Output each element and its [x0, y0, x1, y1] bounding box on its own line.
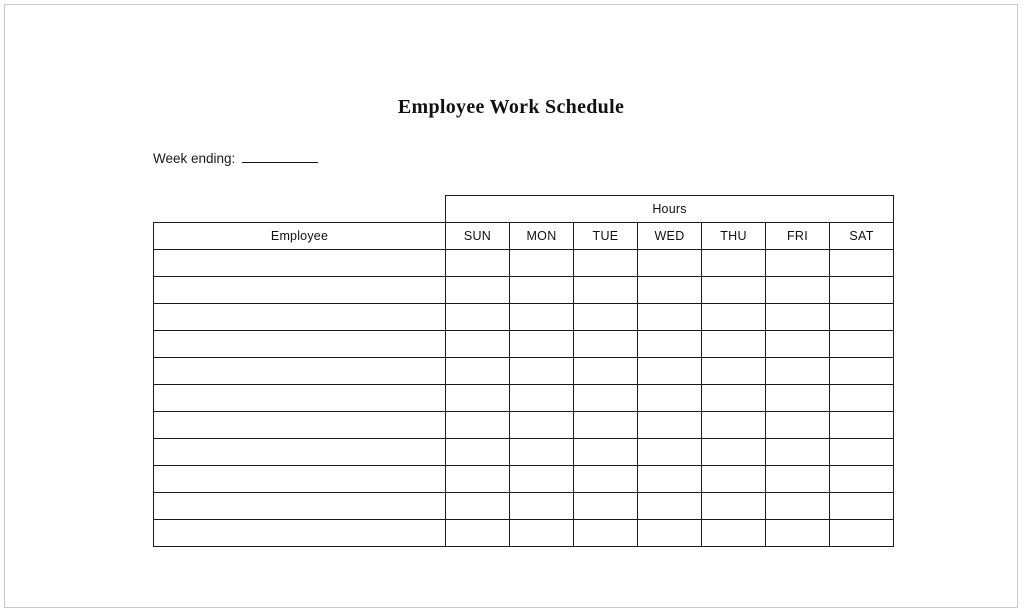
hours-cell-tue[interactable] — [574, 439, 638, 466]
hours-cell-wed[interactable] — [638, 412, 702, 439]
hours-cell-wed[interactable] — [638, 277, 702, 304]
hours-cell-thu[interactable] — [702, 520, 766, 547]
hours-cell-thu[interactable] — [702, 385, 766, 412]
hours-cell-sat[interactable] — [830, 250, 894, 277]
hours-cell-mon[interactable] — [510, 520, 574, 547]
employee-name-cell[interactable] — [154, 412, 446, 439]
hours-cell-tue[interactable] — [574, 277, 638, 304]
hours-cell-mon[interactable] — [510, 358, 574, 385]
table-body — [154, 250, 894, 547]
table-row — [154, 304, 894, 331]
hours-cell-wed[interactable] — [638, 250, 702, 277]
day-column-header-fri: FRI — [766, 223, 830, 250]
employee-name-cell[interactable] — [154, 304, 446, 331]
employee-name-cell[interactable] — [154, 385, 446, 412]
hours-cell-fri[interactable] — [766, 493, 830, 520]
hours-cell-wed[interactable] — [638, 304, 702, 331]
week-ending-field — [153, 151, 318, 166]
hours-cell-fri[interactable] — [766, 331, 830, 358]
hours-cell-sun[interactable] — [446, 331, 510, 358]
hours-cell-tue[interactable] — [574, 493, 638, 520]
employee-name-cell[interactable] — [154, 250, 446, 277]
day-column-header-sun: SUN — [446, 223, 510, 250]
hours-cell-wed[interactable] — [638, 385, 702, 412]
employee-column-header: Employee — [154, 223, 446, 250]
table-row — [154, 250, 894, 277]
hours-cell-fri[interactable] — [766, 358, 830, 385]
hours-cell-sun[interactable] — [446, 412, 510, 439]
day-column-header-tue: TUE — [574, 223, 638, 250]
hours-cell-thu[interactable] — [702, 250, 766, 277]
table-row — [154, 331, 894, 358]
hours-cell-thu[interactable] — [702, 466, 766, 493]
hours-cell-thu[interactable] — [702, 412, 766, 439]
hours-cell-fri[interactable] — [766, 277, 830, 304]
hours-cell-wed[interactable] — [638, 439, 702, 466]
hours-cell-mon[interactable] — [510, 385, 574, 412]
hours-cell-thu[interactable] — [702, 493, 766, 520]
table-row — [154, 385, 894, 412]
hours-cell-mon[interactable] — [510, 466, 574, 493]
day-column-header-thu: THU — [702, 223, 766, 250]
employee-name-cell[interactable] — [154, 466, 446, 493]
hours-group-header: Hours — [446, 196, 894, 223]
hours-cell-mon[interactable] — [510, 439, 574, 466]
hours-cell-sat[interactable] — [830, 277, 894, 304]
hours-cell-tue[interactable] — [574, 304, 638, 331]
hours-cell-fri[interactable] — [766, 439, 830, 466]
hours-cell-sat[interactable] — [830, 358, 894, 385]
employee-name-cell[interactable] — [154, 439, 446, 466]
hours-cell-mon[interactable] — [510, 493, 574, 520]
table-row — [154, 412, 894, 439]
hours-cell-mon[interactable] — [510, 277, 574, 304]
schedule-table-container — [153, 195, 894, 547]
table-row — [154, 520, 894, 547]
hours-cell-thu[interactable] — [702, 277, 766, 304]
hours-cell-wed[interactable] — [638, 466, 702, 493]
hours-cell-mon[interactable] — [510, 250, 574, 277]
hours-cell-fri[interactable] — [766, 250, 830, 277]
hours-cell-sun[interactable] — [446, 385, 510, 412]
hours-cell-tue[interactable] — [574, 520, 638, 547]
hours-cell-sun[interactable] — [446, 250, 510, 277]
hours-cell-wed[interactable] — [638, 358, 702, 385]
hours-cell-mon[interactable] — [510, 331, 574, 358]
hours-cell-sat[interactable] — [830, 493, 894, 520]
table-row — [154, 358, 894, 385]
table-row — [154, 439, 894, 466]
hours-cell-sun[interactable] — [446, 277, 510, 304]
hours-cell-sat[interactable] — [830, 520, 894, 547]
hours-cell-fri[interactable] — [766, 304, 830, 331]
employee-work-schedule-table — [153, 195, 894, 547]
hours-cell-tue[interactable] — [574, 250, 638, 277]
hours-cell-fri[interactable] — [766, 466, 830, 493]
employee-name-cell[interactable] — [154, 331, 446, 358]
hours-cell-tue[interactable] — [574, 385, 638, 412]
hours-cell-sun[interactable] — [446, 520, 510, 547]
hours-cell-sat[interactable] — [830, 304, 894, 331]
day-column-header-sat: SAT — [830, 223, 894, 250]
hours-cell-sat[interactable] — [830, 439, 894, 466]
employee-name-cell[interactable] — [154, 493, 446, 520]
hours-cell-sun[interactable] — [446, 304, 510, 331]
table-row — [154, 466, 894, 493]
hours-cell-sun[interactable] — [446, 466, 510, 493]
hours-cell-sun[interactable] — [446, 439, 510, 466]
hours-cell-wed[interactable] — [638, 493, 702, 520]
hours-cell-sun[interactable] — [446, 493, 510, 520]
hours-cell-thu[interactable] — [702, 439, 766, 466]
hours-cell-sat[interactable] — [830, 385, 894, 412]
header-spacer-cell — [154, 196, 446, 223]
hours-cell-tue[interactable] — [574, 466, 638, 493]
hours-cell-tue[interactable] — [574, 358, 638, 385]
hours-cell-wed[interactable] — [638, 520, 702, 547]
hours-cell-sat[interactable] — [830, 466, 894, 493]
column-header-row — [154, 223, 894, 250]
table-row — [154, 277, 894, 304]
hours-cell-tue[interactable] — [574, 331, 638, 358]
hours-cell-thu[interactable] — [702, 358, 766, 385]
hours-cell-wed[interactable] — [638, 331, 702, 358]
hours-cell-fri[interactable] — [766, 520, 830, 547]
table-row — [154, 493, 894, 520]
day-column-header-mon: MON — [510, 223, 574, 250]
week-ending-label: Week ending: — [153, 151, 236, 166]
employee-name-cell[interactable] — [154, 520, 446, 547]
hours-cell-thu[interactable] — [702, 304, 766, 331]
table-head — [154, 196, 894, 250]
document-page — [4, 4, 1018, 608]
hours-cell-mon[interactable] — [510, 304, 574, 331]
page-title: Employee Work Schedule — [397, 96, 625, 118]
hours-cell-mon[interactable] — [510, 412, 574, 439]
employee-name-cell[interactable] — [154, 358, 446, 385]
week-ending-input[interactable] — [242, 151, 318, 163]
hours-cell-fri[interactable] — [766, 412, 830, 439]
day-column-header-wed: WED — [638, 223, 702, 250]
group-header-row — [154, 196, 894, 223]
hours-cell-sat[interactable] — [830, 331, 894, 358]
hours-cell-fri[interactable] — [766, 385, 830, 412]
employee-name-cell[interactable] — [154, 277, 446, 304]
hours-cell-sat[interactable] — [830, 412, 894, 439]
hours-cell-sun[interactable] — [446, 358, 510, 385]
hours-cell-tue[interactable] — [574, 412, 638, 439]
hours-cell-thu[interactable] — [702, 331, 766, 358]
